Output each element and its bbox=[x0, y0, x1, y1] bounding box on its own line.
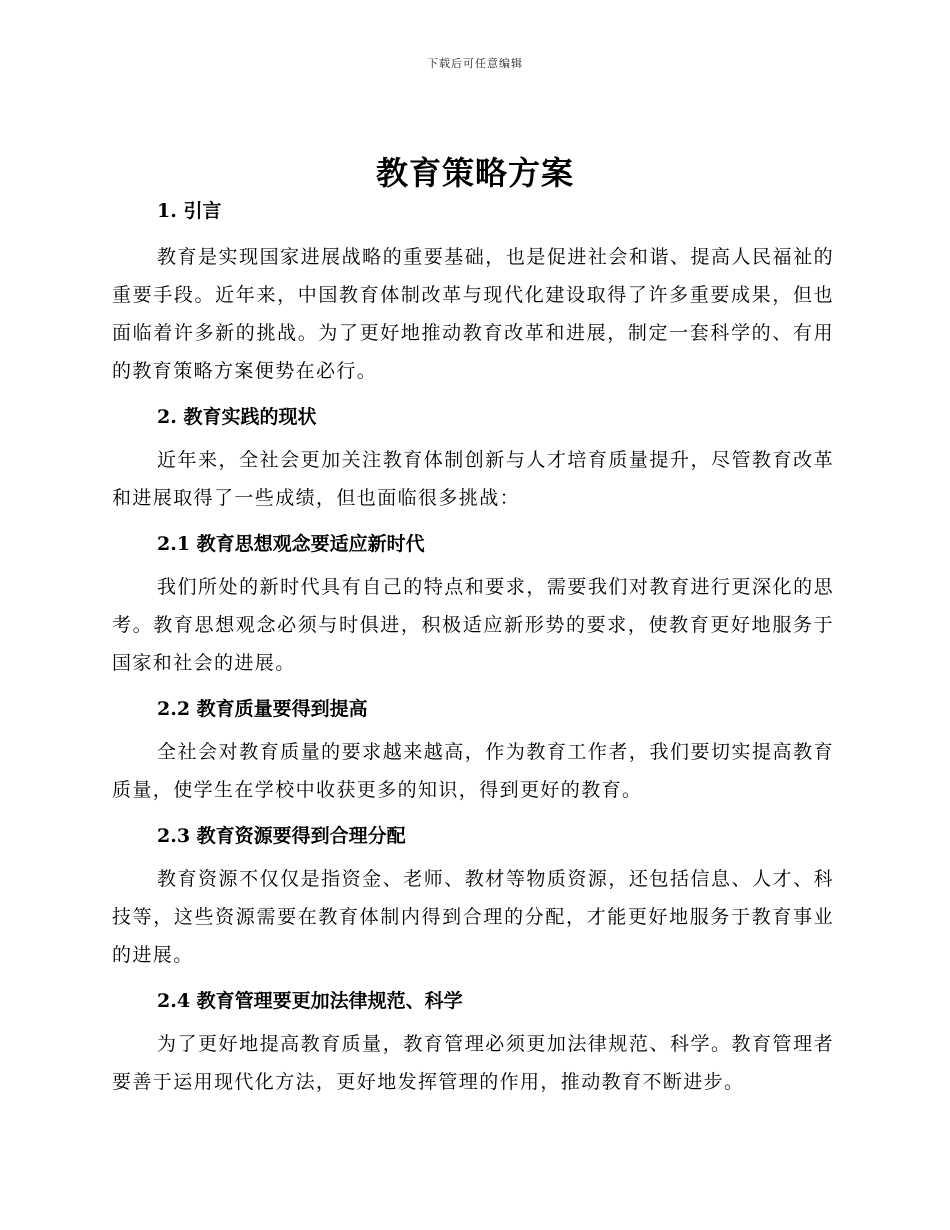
subsection-heading-2-4: 2.4 教育管理要更加法律规范、科学 bbox=[157, 990, 463, 1012]
document-body bbox=[112, 192, 834, 1101]
header-note: 下载后可任意编辑 bbox=[427, 57, 523, 70]
paragraph-2-3: 教育资源不仅仅是指资金、老师、教材等物质资源，还包括信息、人才、科技等，这些资源需要在教育体制内得到合理的分配，才能更好地服务于教育事业的进展。 bbox=[112, 868, 834, 966]
paragraph-2-4: 为了更好地提高教育质量，教育管理必须更加法律规范、科学。教育管理者要善于运用现代化方法，更好地发挥管理的作用，推动教育不断进步。 bbox=[112, 1033, 834, 1093]
subsection-heading-2-1: 2.1 教育思想观念要适应新时代 bbox=[157, 533, 425, 555]
section-heading-introduction: 1. 引言 bbox=[157, 200, 222, 222]
subsection-heading-2-3: 2.3 教育资源要得到合理分配 bbox=[157, 825, 406, 847]
subsection-heading-2-2: 2.2 教育质量要得到提高 bbox=[157, 698, 368, 720]
section-heading-current-status: 2. 教育实践的现状 bbox=[157, 406, 317, 428]
paragraph-2-2: 全社会对教育质量的要求越来越高，作为教育工作者，我们要切实提高教育质量，使学生在学校中收获更多的知识，得到更好的教育。 bbox=[112, 741, 834, 801]
document-title: 教育策略方案 bbox=[375, 154, 574, 192]
paragraph-2-1: 我们所处的新时代具有自己的特点和要求，需要我们对教育进行更深化的思考。教育思想观念必须与时俱进，积极适应新形势的要求，使教育更好地服务于国家和社会的进展。 bbox=[112, 576, 834, 674]
paragraph-introduction: 教育是实现国家进展战略的重要基础，也是促进社会和谐、提高人民福祉的重要手段。近年来，中国教育体制改革与现代化建设取得了许多重要成果，但也面临着许多新的挑战。为了更好地推动教育改革和进展，制定一套科学的、有用的教育策略方案便势在必行。 bbox=[112, 246, 834, 382]
paragraph-current-status: 近年来，全社会更加关注教育体制创新与人才培育质量提升，尽管教育改革和进展取得了一些成绩，但也面临很多挑战： bbox=[112, 449, 834, 509]
